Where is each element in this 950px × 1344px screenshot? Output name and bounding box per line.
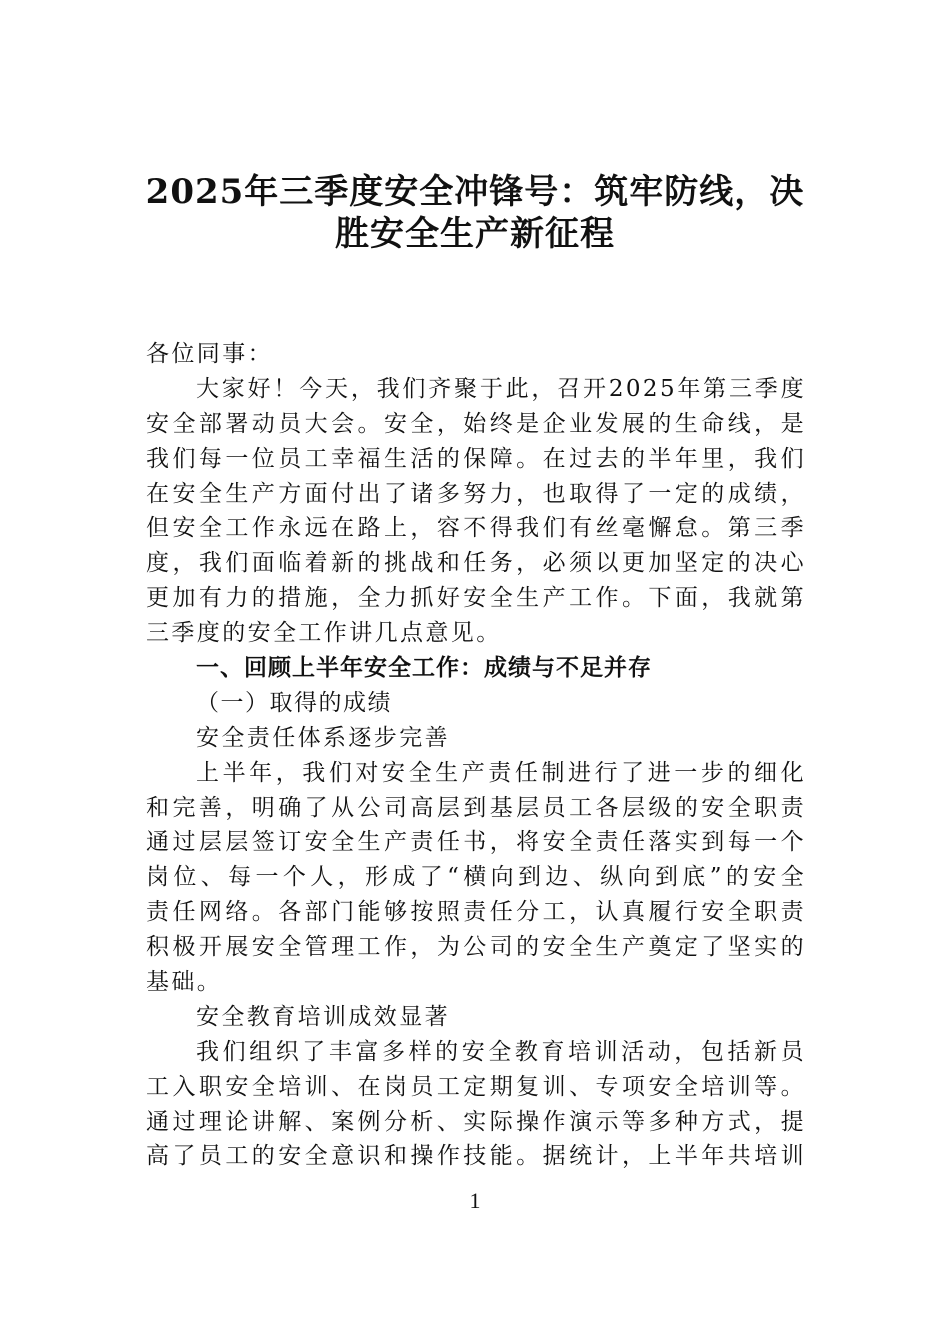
intro-line: 安全部署动员大会。安全，始终是企业发展的生命线，是 (146, 410, 806, 437)
paragraph-line: 上半年，我们对安全生产责任制进行了进一步的细化 (196, 759, 806, 786)
intro-line: 我们每一位员工幸福生活的保障。在过去的半年里，我们 (146, 445, 806, 472)
item-heading: 安全教育培训成效显著 (196, 1003, 450, 1030)
document-title-line-1: 2025年三季度安全冲锋号：筑牢防线，决 (145, 172, 805, 212)
paragraph-line: 高了员工的安全意识和操作技能。据统计，上半年共培训 (146, 1143, 806, 1170)
intro-line: 度，我们面临着新的挑战和任务，必须以更加坚定的决心 (146, 550, 806, 577)
paragraph-line: 和完善，明确了从公司高层到基层员工各层级的安全职责 (146, 794, 806, 821)
document-body (146, 337, 806, 1174)
document-title-line-2: 胜安全生产新征程 (335, 214, 615, 254)
paragraph-line: 责任网络。各部门能够按照责任分工，认真履行安全职责 (146, 899, 806, 926)
section-heading: 一、回顾上半年安全工作：成绩与不足并存 (196, 655, 652, 682)
paragraph-line: 工入职安全培训、在岗员工定期复训、专项安全培训等。 (146, 1073, 806, 1100)
intro-line: 三季度的安全工作讲几点意见。 (146, 620, 502, 647)
intro-line: 在安全生产方面付出了诸多努力，也取得了一定的成绩， (146, 480, 806, 507)
intro-line: 更加有力的措施，全力抓好安全生产工作。下面，我就第 (146, 585, 806, 612)
paragraph-line: 我们组织了丰富多样的安全教育培训活动，包括新员 (196, 1038, 806, 1065)
item-heading: 安全责任体系逐步完善 (196, 724, 450, 751)
intro-line: 大家好！今天，我们齐聚于此，召开2025年第三季度 (196, 375, 806, 402)
paragraph-line: 积极开展安全管理工作，为公司的安全生产奠定了坚实的 (146, 934, 806, 961)
page-number: 1 (469, 1188, 481, 1213)
paragraph-line: 岗位、每一个人，形成了“横向到边、纵向到底”的安全 (146, 864, 806, 891)
paragraph-line: 基础。 (146, 969, 223, 996)
paragraph-line: 通过理论讲解、案例分析、实际操作演示等多种方式，提 (146, 1108, 806, 1135)
salutation: 各位同事： (146, 341, 273, 367)
intro-line: 但安全工作永远在路上，容不得我们有丝毫懈怠。第三季 (146, 515, 806, 542)
subsection-heading: （一）取得的成绩 (196, 689, 392, 716)
paragraph-line: 通过层层签订安全生产责任书，将安全责任落实到每一个 (146, 829, 806, 856)
